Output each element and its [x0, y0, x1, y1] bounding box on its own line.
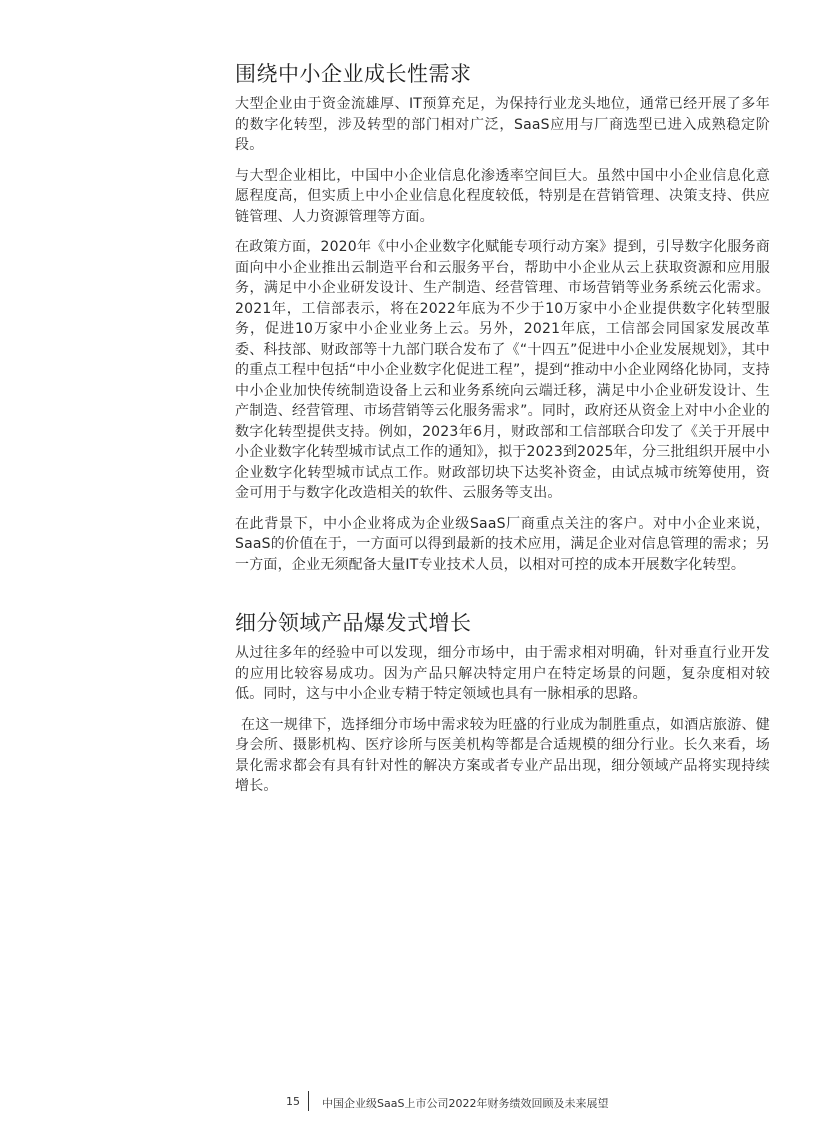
footer-document-title: 中国企业级SaaS上市公司2022年财务绩效回顾及未来展望 — [322, 1097, 609, 1110]
paragraph: 从过往多年的经验中可以发现，细分市场中，由于需求相对明确，针对垂直行业开发的应用比较容易成功。因为产品只解决特定用户在特定场景的问题，复杂度相对较低。同时，这与中小企业专精于特定领域也具有一脉相承的思路。 — [235, 645, 770, 702]
paragraph: 大型企业由于资金流雄厚、IT预算充足，为保持行业龙头地位，通常已经开展了多年的数字化转型，涉及转型的部门相对广泛，SaaS应用与厂商选型已进入成熟稳定阶段。 — [235, 96, 770, 153]
paragraph: 在此背景下，中小企业将成为企业级SaaS厂商重点关注的客户。对中小企业来说，SaaS的价值在于，一方面可以得到最新的技术应用，满足企业对信息管理的需求；另一方面，企业无须配备大量IT专业技术人员，以相对可控的成本开展数字化转型。 — [235, 515, 770, 573]
paragraph: 在政策方面，2020年《中小企业数字化赋能专项行动方案》提到，引导数字化服务商面向中小企业推出云制造平台和云服务平台，帮助中小企业从云上获取资源和应用服务，满足中小企业研发设计、生产制造、经营管理、市场营销等业务系统云化需求。2021年，工信部表示，将在2022年底为不少于10万家中小企业提供数字化转型服务，促进10万家中小企业业务上云。另外，2021年底，工信部会同国家发展改革委、科技部、财政部等十九部门联合发布了《“十四五”促进中小企业发展规划》，其中的重点工程中包括“中小企业数字化促进工程”，提到“推动中小企业网络化协同，支持中小企业加快传统制造设备上云和业务系统向云端迁移，满足中小企业研发设计、生产制造、经营管理、市场营销等云化服务需求”。同时，政府还从资金上对中小企业的数字化转型提供支持。例如，2023年6月，财政部和工信部联合印发了《关于开展中小企业数字化转型城市试点工作的通知》，拟于2023到2025年，分三批组织开展中小企业数字化转型城市试点工作。财政部切块下达奖补资金，由试点城市统筹使用，资金可用于与数字化改造相关的软件、云服务等支出。 — [235, 239, 770, 501]
paragraph: 在这一规律下，选择细分市场中需求较为旺盛的行业成为制胜重点，如酒店旅游、健身会所、摄影机构、医疗诊所与医美机构等都是合适规模的细分行业。长久来看，场景化需求都会有具有针对性的解决方案或者专业产品出现，细分领域产品将实现持续增长。 — [235, 716, 770, 794]
page-content — [235, 60, 770, 807]
footer-divider — [308, 1091, 309, 1111]
section-title-growth-needs: 围绕中小企业成长性需求 — [235, 62, 472, 86]
paragraph: 与大型企业相比，中国中小企业信息化渗透率空间巨大。虽然中国中小企业信息化意愿程度高，但实质上中小企业信息化程度较低，特别是在营销管理、决策支持、供应链管理、人力资源管理等方面。 — [235, 167, 770, 225]
page-footer — [0, 1091, 816, 1113]
section-title-niche-products: 细分领域产品爆发式增长 — [235, 611, 472, 635]
page-number: 15 — [286, 1095, 300, 1108]
